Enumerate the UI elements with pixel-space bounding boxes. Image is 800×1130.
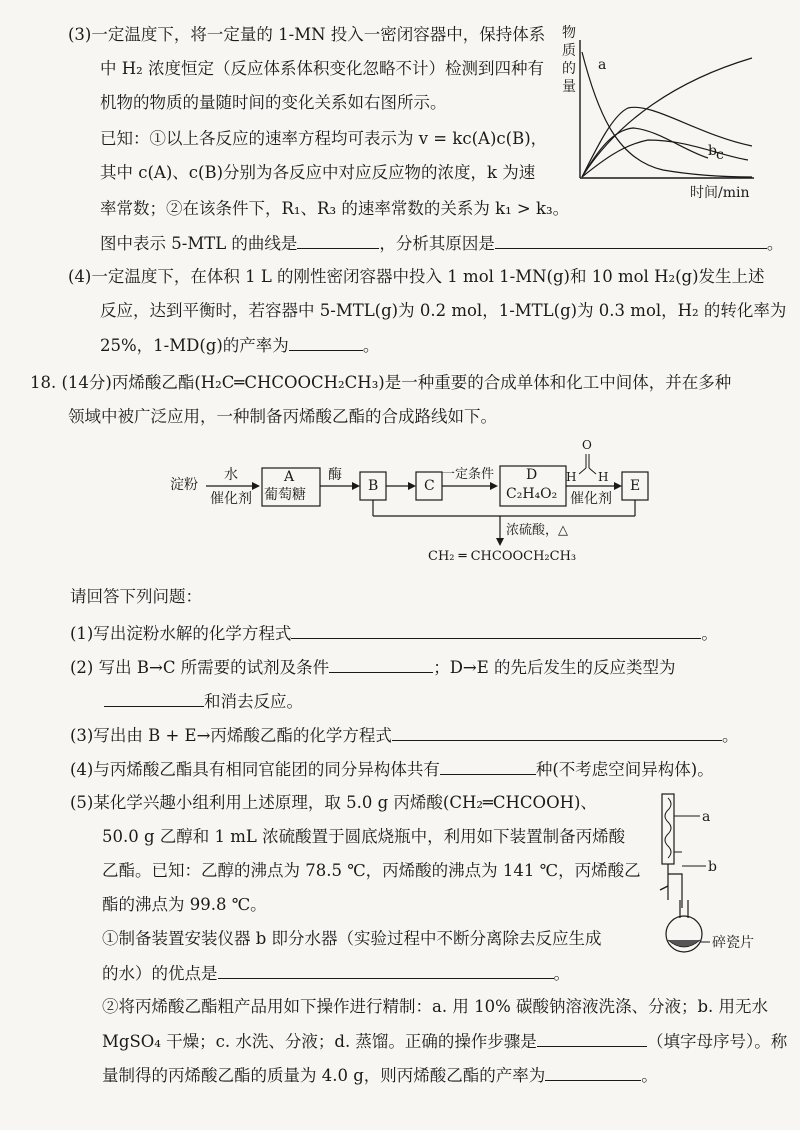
q17-p3-line2: 中 H₂ 浓度恒定（反应体系体积变化忽略不计）检测到四种有	[100, 59, 544, 78]
q17-p3-line7-end: 。	[766, 234, 784, 253]
scheme-aldehyde-h1: H	[566, 470, 577, 484]
scheme-box-d-2: C₂H₄O₂	[506, 486, 558, 502]
scheme-box-b: B	[368, 478, 379, 494]
graph-xlabel: 时间/min	[690, 185, 750, 201]
q18-s4-end: 种(不考虑空间异构体)。	[535, 760, 714, 779]
curve-rising	[582, 58, 752, 177]
scheme-arrow2-top: 酶	[328, 467, 342, 483]
scheme-box-e: E	[630, 478, 641, 494]
answer-blank-curve[interactable]	[297, 232, 379, 249]
q18-s5-line6-prefix: 的水）的优点是	[102, 964, 218, 983]
q18-intro-line2: 领域中被广泛应用，一种制备丙烯酸乙酯的合成路线如下。	[68, 407, 497, 426]
q17-p3-line7	[100, 232, 783, 255]
q18-s5-line8-end: （填字母序号）。称	[646, 1032, 788, 1051]
scheme-box-a-1: A	[284, 469, 295, 485]
scheme-box-a-2: 葡萄糖	[264, 487, 306, 503]
scheme-product: CH₂ ═ CHCOOCH₂CH₃	[428, 549, 577, 564]
q17-p4-line3-end: 。	[362, 336, 380, 355]
scheme-arrow1-top: 水	[224, 467, 238, 483]
q17-p4-line2: 反应，达到平衡时，若容器中 5-MTL(g)为 0.2 mol，1-MTL(g)为 0.3 mol，H₂ 的转化率为	[100, 301, 787, 320]
graph-ylabel-1: 物	[562, 25, 576, 41]
q18-s5-line9	[102, 1064, 658, 1087]
q17-p3-line7-mid: ，分析其原因是	[379, 234, 495, 253]
scheme-arrow4-bottom: 催化剂	[570, 491, 612, 507]
q17-p4-line3	[100, 334, 379, 357]
q17-p3-line3: 机物的物质的量随时间的变化关系如右图所示。	[100, 93, 447, 112]
q18-s5-line2: 50.0 g 乙醇和 1 mL 浓硫酸置于圆底烧瓶中，利用如下装置制备丙烯酸	[102, 827, 626, 846]
q18-s2-line2	[104, 690, 303, 713]
answer-blank-s2-reagent[interactable]	[329, 656, 433, 673]
scheme-aldehyde-h2: H	[598, 470, 609, 484]
q18-s5-line9-end: 。	[641, 1066, 658, 1085]
graph-plot	[558, 20, 758, 205]
q18-s1	[70, 622, 718, 645]
q18-s3	[70, 724, 738, 747]
curve-b	[582, 128, 708, 177]
apparatus-label-a: a	[702, 809, 711, 825]
answer-blank-s2-type[interactable]	[104, 690, 204, 707]
graph-ylabel-4: 量	[562, 79, 576, 95]
answer-blank-s1[interactable]	[291, 622, 701, 639]
q18-s5-line3: 乙酯。已知：乙醇的沸点为 78.5 ℃，丙烯酸的沸点为 141 ℃，丙烯酸乙	[102, 861, 641, 880]
q18-s1-prefix: (1)写出淀粉水解的化学方程式	[70, 624, 292, 643]
q18-s4-prefix: (4)与丙烯酸乙酯具有相同官能团的同分异构体共有	[70, 760, 440, 779]
q18-s2-end: 和消去反应。	[204, 692, 303, 711]
q18-s1-end: 。	[701, 624, 718, 643]
q18-s2-mid: ；D→E 的先后发生的反应类型为	[433, 658, 676, 677]
scheme-aldehyde-o: O	[582, 438, 592, 452]
curve-label-c: c	[716, 147, 724, 163]
answer-blank-reason[interactable]	[495, 232, 767, 249]
q18-s5-line6	[102, 962, 570, 985]
scheme-box-c: C	[424, 478, 435, 494]
q18-s5-line5: ①制备装置安装仪器 b 即分水器（实验过程中不断分离除去反应生成	[102, 929, 602, 948]
q18-s3-prefix: (3)写出由 B + E→丙烯酸乙酯的化学方程式	[70, 726, 392, 745]
scheme-arrow1-bottom: 催化剂	[210, 491, 252, 507]
curve-label-b: b	[708, 143, 717, 159]
q17-p3-line5: 其中 c(A)、c(B)分别为各反应中对应反应物的浓度，k 为速	[100, 163, 536, 182]
q17-p4-line1: (4)一定温度下，在体积 1 L 的刚性密闭容器中投入 1 mol 1-MN(g)和 10 mol H₂(g)发生上述	[68, 267, 765, 286]
amount-time-graph	[558, 20, 758, 205]
q17-p3-line6: 率常数；②在该条件下，R₁、R₃ 的速率常数的关系为 k₁ > k₃。	[100, 199, 570, 218]
scheme-start: 淀粉	[170, 477, 198, 493]
q18-s5-line6-end: 。	[553, 964, 570, 983]
q18-s2-line1	[70, 656, 676, 679]
q17-p3-line7-prefix: 图中表示 5-MTL 的曲线是	[100, 234, 298, 253]
answer-blank-s4[interactable]	[440, 758, 536, 775]
q18-s5-line7: ②将丙烯酸乙酯粗产品用如下操作进行精制：a. 用 10% 碳酸钠溶液洗涤、分液；b. 用无水	[102, 997, 769, 1016]
q18-s2-prefix: (2) 写出 B→C 所需要的试剂及条件	[70, 658, 330, 677]
q17-p3-line4: 已知：①以上各反应的速率方程均可表示为 v = kc(A)c(B)，	[100, 129, 548, 148]
q18-intro-line1: 18. (14分)丙烯酸乙酯(H₂C═CHCOOCH₂CH₃)是一种重要的合成单体和化工中间体，并在多种	[30, 373, 732, 392]
scheme-down-condition: 浓硫酸，△	[506, 523, 568, 538]
answer-blank-s5-steps[interactable]	[537, 1030, 647, 1047]
answer-blank-s3[interactable]	[392, 724, 722, 741]
graph-ylabel-2: 质	[562, 43, 576, 59]
q18-s5-line9-prefix: 量制得的丙烯酸乙酯的质量为 4.0 g，则丙烯酸乙酯的产率为	[102, 1066, 546, 1085]
synthesis-scheme	[170, 432, 670, 572]
q18-s5-line4: 酯的沸点为 99.8 ℃。	[102, 895, 267, 914]
condenser	[662, 794, 674, 864]
answer-blank-s5-advantage[interactable]	[218, 962, 554, 979]
graph-ylabel-3: 的	[562, 61, 576, 77]
apparatus-label-chips: 碎瓷片	[712, 935, 754, 951]
curve-label-a: a	[598, 57, 607, 73]
q18-ask: 请回答下列问题：	[70, 587, 202, 606]
apparatus-figure	[640, 790, 790, 960]
q17-p3-line1: (3)一定温度下，将一定量的 1-MN 投入一密闭容器中，保持体系	[68, 25, 546, 44]
scheme-box-d-1: D	[526, 467, 538, 483]
q18-s3-end: 。	[721, 726, 739, 745]
q18-s5-line8	[102, 1030, 787, 1053]
q18-s4	[70, 758, 714, 781]
q18-s5-line8-prefix: MgSO₄ 干燥；c. 水洗、分液；d. 蒸馏。正确的操作步骤是	[102, 1032, 537, 1051]
apparatus-label-b: b	[708, 859, 717, 875]
answer-blank-yield[interactable]	[289, 334, 363, 351]
q18-s5-line1: (5)某化学兴趣小组利用上述原理，取 5.0 g 丙烯酸(CH₂═CHCOOH)、	[70, 793, 597, 812]
scheme-arrow3-top: 一定条件	[442, 467, 495, 482]
q17-p4-line3-prefix: 25%，1-MD(g)的产率为	[100, 336, 289, 355]
answer-blank-s5-yield[interactable]	[545, 1064, 641, 1081]
